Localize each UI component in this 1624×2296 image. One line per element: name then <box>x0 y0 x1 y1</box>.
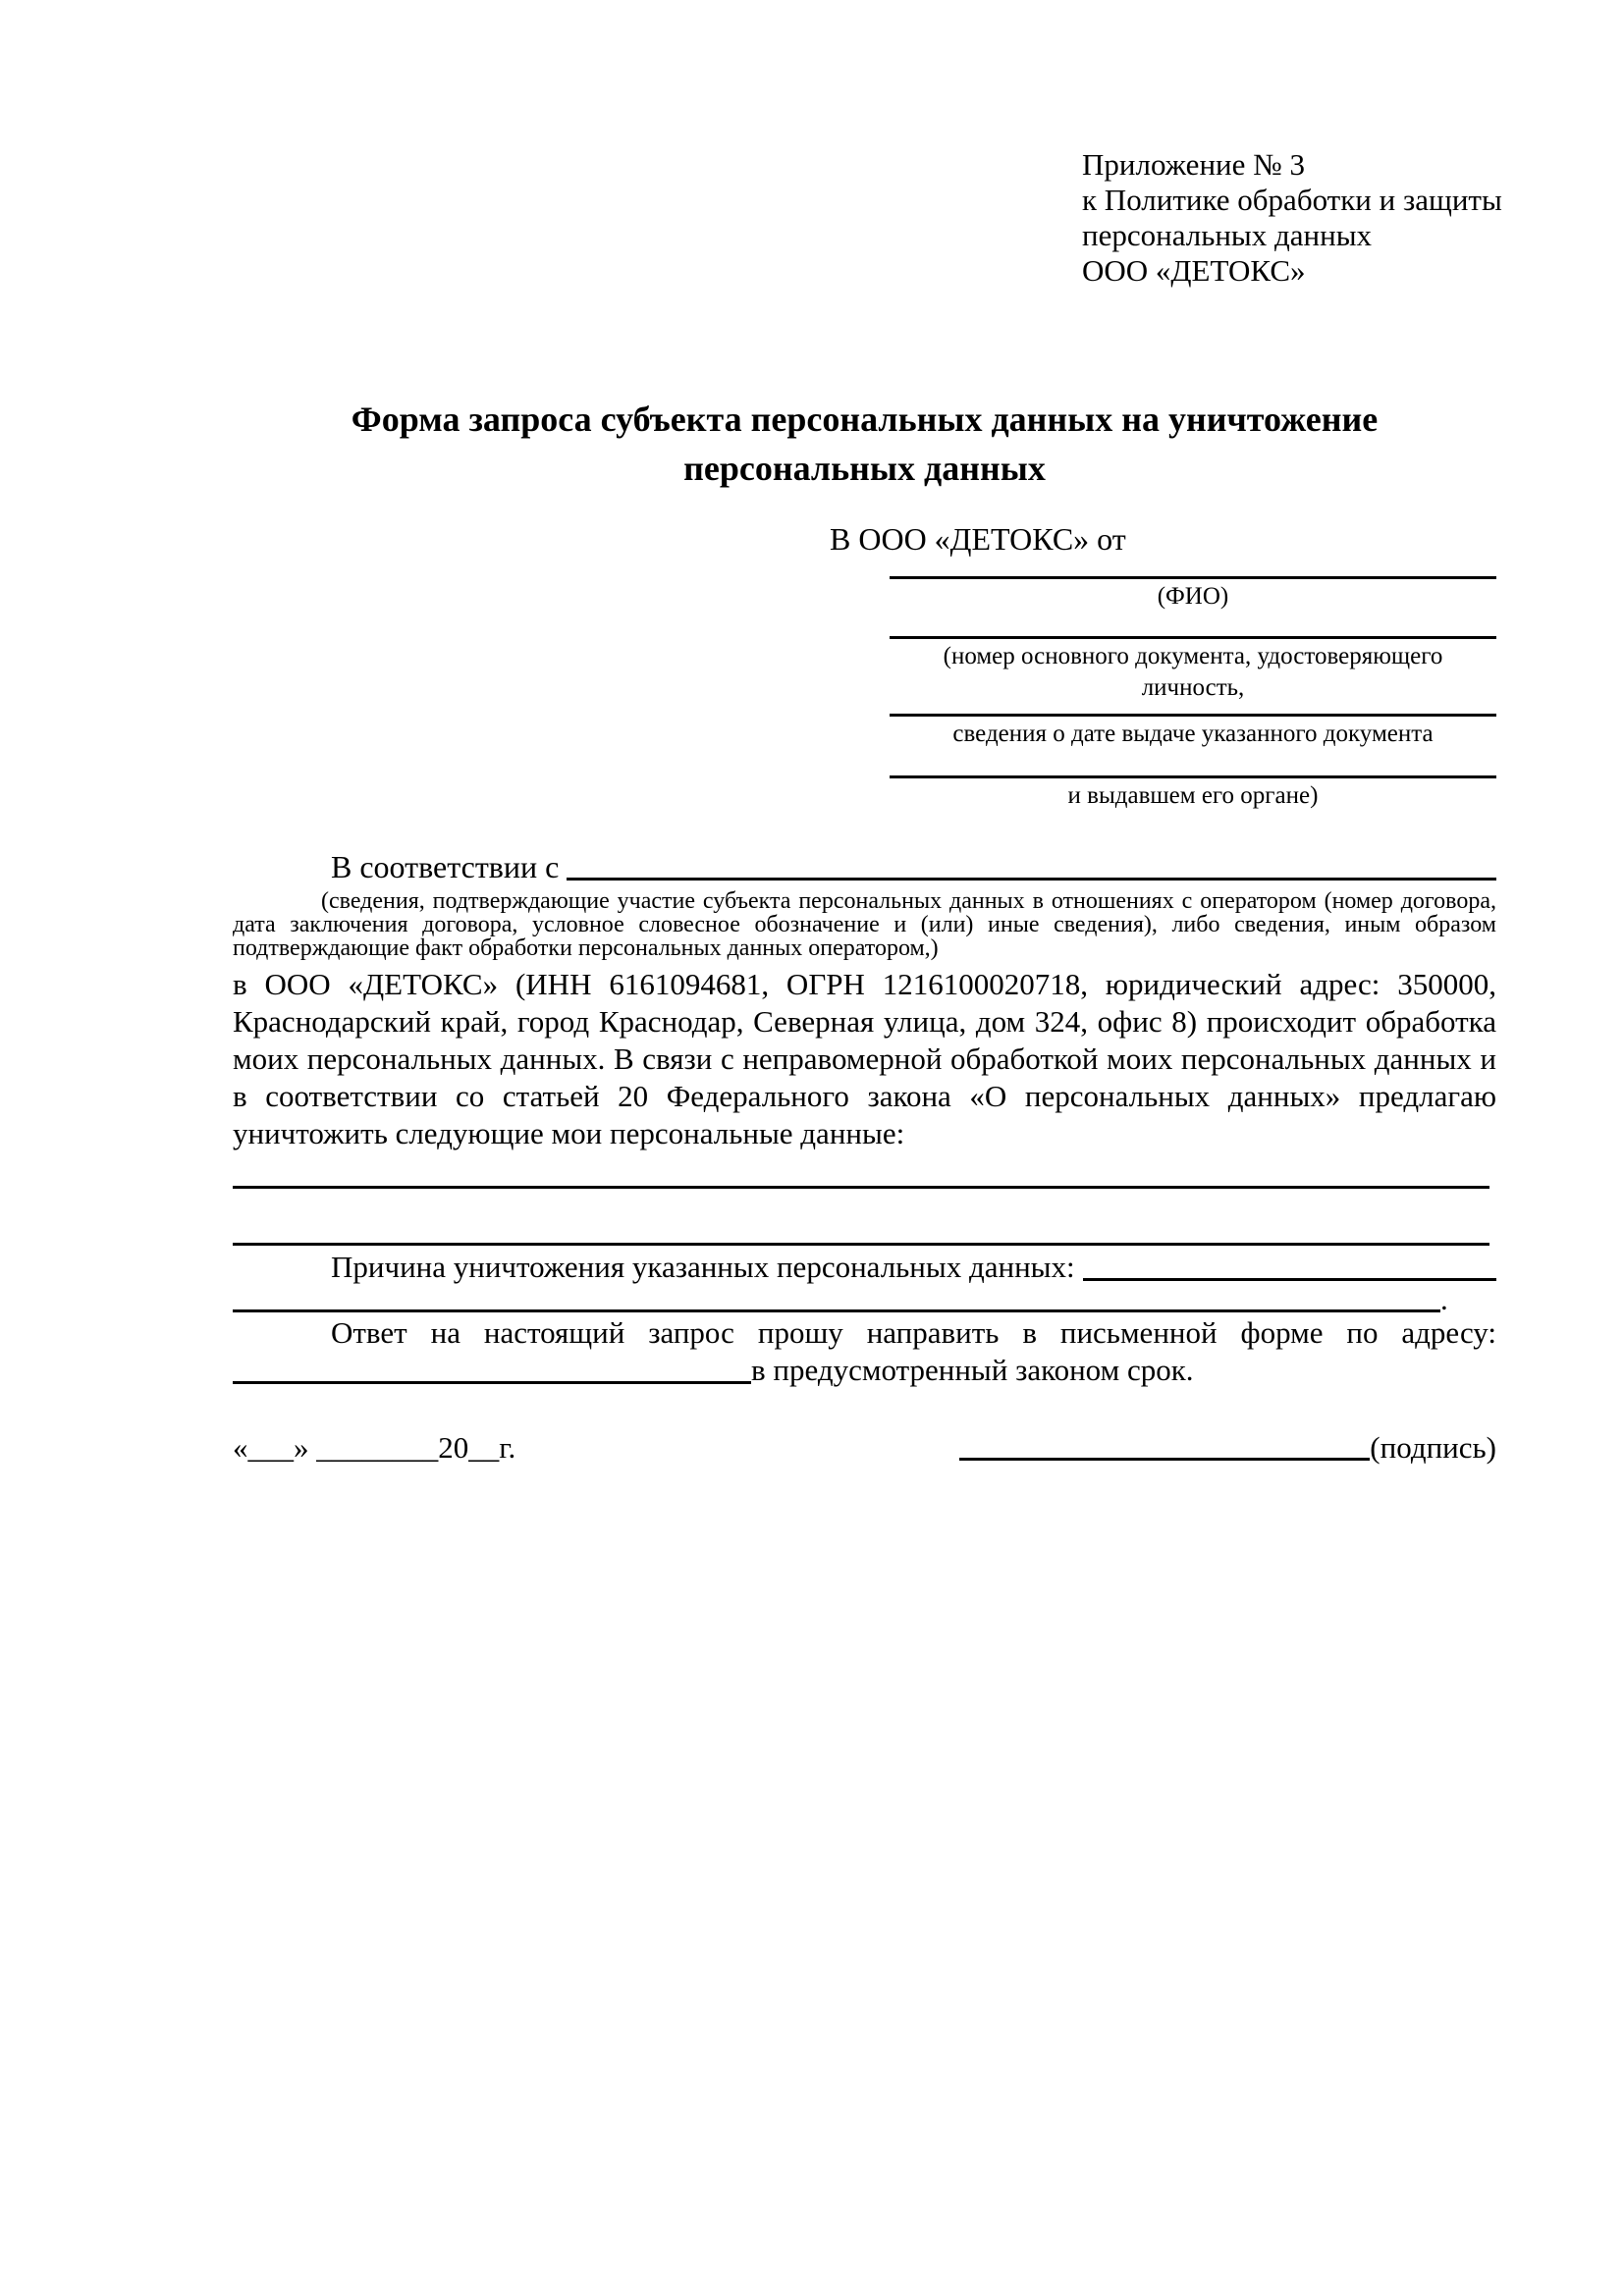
appendix-header <box>1082 147 1502 289</box>
appendix-line: ООО «ДЕТОКС» <box>1082 253 1306 288</box>
document-title <box>233 395 1496 493</box>
personal-data-input-line <box>233 1243 1489 1246</box>
document-number-input-line <box>890 636 1496 639</box>
signature-input-line <box>959 1458 1370 1461</box>
fio-caption: (ФИО) <box>1157 583 1229 610</box>
document-title-line: Форма запроса субъекта персональных данных на уничтожение <box>351 400 1379 439</box>
reason-continuation-line <box>233 1309 1440 1312</box>
document-number-caption: (номер основного документа, удостоверяющего личность, <box>943 643 1443 701</box>
reason-continuation-row <box>233 1281 1496 1318</box>
appendix-line: персональных данных <box>1082 218 1373 252</box>
issuing-authority-input-line <box>890 775 1496 778</box>
reply-suffix: в предусмотренный законом срок. <box>751 1353 1194 1387</box>
accordance-lead: В соответствии с <box>331 849 560 884</box>
signature-row <box>233 1428 1496 1468</box>
reply-address-row <box>233 1352 1496 1389</box>
accordance-input-line <box>567 878 1496 881</box>
signature-area <box>959 1428 1496 1468</box>
issuing-authority-caption: и выдавшем его органе) <box>1067 782 1319 809</box>
addressee-line: В ООО «ДЕТОКС» от <box>830 521 1126 557</box>
sentence-period: . <box>1440 1282 1448 1316</box>
reason-label: Причина уничтожения указанных персональных данных: <box>331 1250 1075 1284</box>
accordance-row <box>233 848 1496 885</box>
fio-input-line <box>890 576 1496 579</box>
signature-caption: (подпись) <box>1370 1430 1496 1465</box>
personal-data-input-line <box>233 1186 1489 1189</box>
document-title-line: персональных данных <box>683 449 1046 488</box>
issue-date-input-line <box>890 714 1496 717</box>
body-paragraph: в ООО «ДЕТОКС» (ИНН 6161094681, ОГРН 1216100020718, юридический адрес: 350000, Краснодарский край, город Краснодар, Северная улица, дом 324, офис 8) происходит обработка моих персональных данных. В связи с неправомерной обработкой моих персональных данных и в соответствии со статьей 20 Федерального закона «О персональных данных» предлагаю уничтожить следующие мои персональные данные: <box>233 967 1496 1150</box>
issue-date-caption: сведения о дате выдаче указанного документа <box>952 721 1434 747</box>
reply-instruction: Ответ на настоящий запрос прошу направить в письменной форме по адресу: <box>331 1315 1496 1350</box>
appendix-line: к Политике обработки и защиты <box>1082 183 1502 217</box>
appendix-line: Приложение № 3 <box>1082 147 1305 182</box>
address-input-line <box>233 1381 751 1384</box>
date-fill-in: «___» ________20__г. <box>233 1430 516 1465</box>
accordance-note: (сведения, подтверждающие участие субъекта персональных данных в отношениях с оператором (номер договора, дата заключения договора, условное словесное обозначение и (или) иные сведения), либо сведения, иным образом подтверждающие факт обработки персональных данных оператором,) <box>233 888 1496 961</box>
